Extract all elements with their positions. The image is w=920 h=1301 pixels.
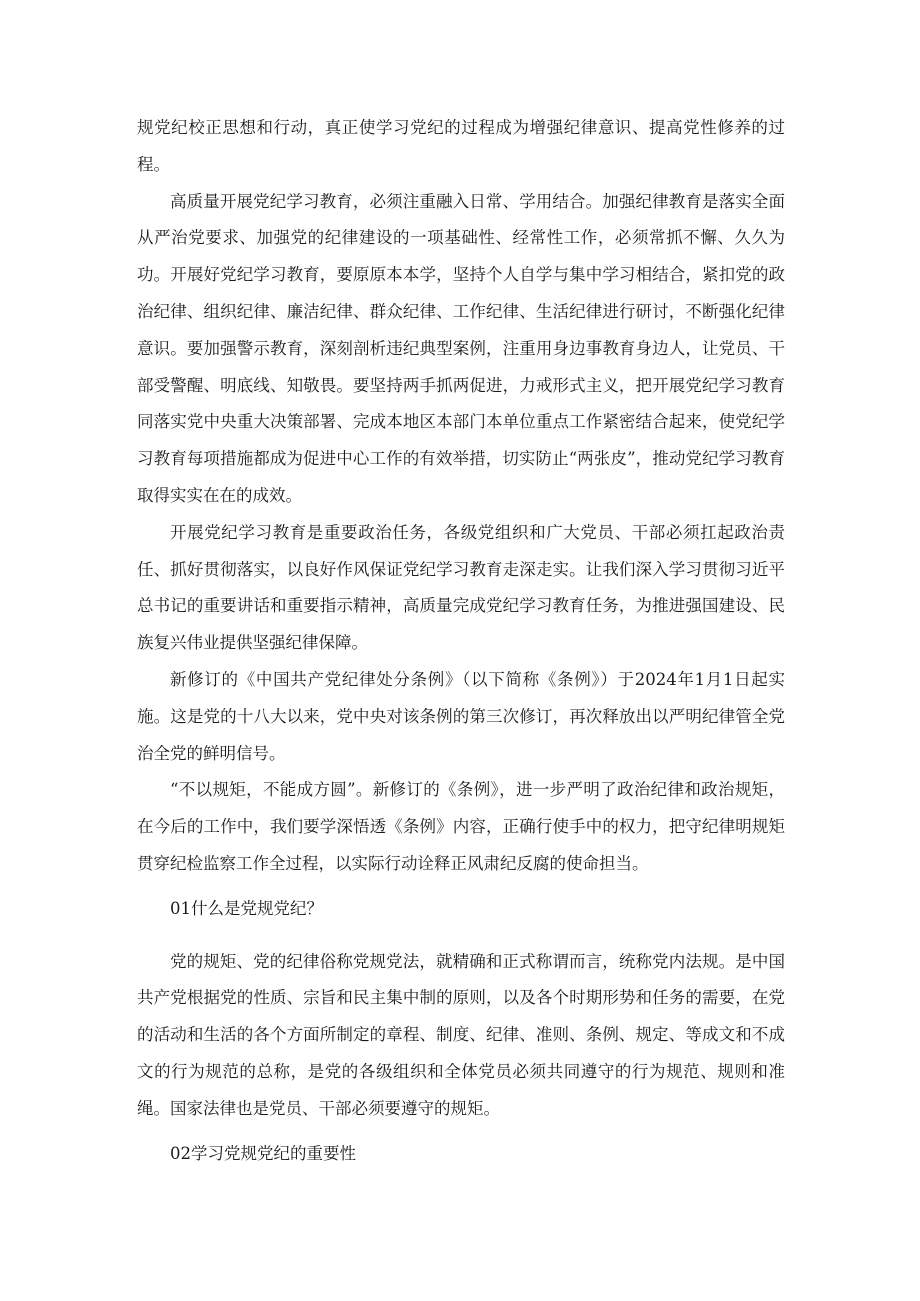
paragraph-continuation: 规党纪校正思想和行动，真正使学习党纪的过程成为增强纪律意识、提高党性修养的过程。 — [137, 118, 785, 174]
paragraph-definition: 党的规矩、党的纪律俗称党规党法，就精确和正式称谓而言，统称党内法规。是中国共产党根据党的性质、宗旨和民主集中制的原则，以及各个时期形势和任务的需要，在党的活动和生活的各个方面所制定的章程、制度、纪律、准则、条例、规定、等成文和不成文的行为规范的总称，是党的各级组织和全体党员必须共同遵守的行为规范、规则和准绳。国家法律也是党员、干部必须要遵守的规矩。 — [137, 951, 785, 1118]
section-heading-2: 02学习党规党纪的重要性 — [170, 1143, 356, 1163]
paragraph-rules-quote: “不以规矩，不能成方圆”。新修订的《条例》，进一步严明了政治纪律和政治规矩，在今后的工作中，我们要学深悟透《条例》内容，正确行使手中的权力，把守纪律明规矩贯穿纪检监察工作全过程，以实际行动诠释正风肃纪反腐的使命担当。 — [137, 780, 785, 873]
paragraph-political-task: 开展党纪学习教育是重要政治任务，各级党组织和广大党员、干部必须扛起政治责任、抓好贯彻落实，以良好作风保证党纪学习教育走深走实。让我们深入学习贯彻习近平总书记的重要讲话和重要指示精神，高质量完成党纪学习教育任务，为推进强国建设、民族复兴伟业提供坚强纪律保障。 — [137, 522, 785, 653]
section-heading-1: 01什么是党规党纪？ — [170, 898, 323, 918]
paragraph-daily-study: 高质量开展党纪学习教育，必须注重融入日常、学用结合。加强纪律教育是落实全面从严治党要求、加强党的纪律建设的一项基础性、经常性工作，必须常抓不懈、久久为功。开展好党纪学习教育，要原原本本学，坚持个人自学与集中学习相结合，紧扣党的政治纪律、组织纪律、廉洁纪律、群众纪律、工作纪律、生活纪律进行研讨，不断强化纪律意识。要加强警示教育，深刻剖析违纪典型案例，注重用身边事教育身边人，让党员、干部受警醒、明底线、知敬畏。要坚持两手抓两促进，力戒形式主义，把开展党纪学习教育同落实党中央重大决策部署、完成本地区本部门本单位重点工作紧密结合起来，使党纪学习教育每项措施都成为促进中心工作的有效举措，切实防止“两张皮”，推动党纪学习教育取得实实在在的成效。 — [137, 191, 785, 505]
paragraph-regulations-revision: 新修订的《中国共产党纪律处分条例》（以下简称《条例》）于2024年1月1日起实施。这是党的十八大以来，党中央对该条例的第三次修订，再次释放出以严明纪律管全党治全党的鲜明信号。 — [137, 669, 785, 763]
document-body — [137, 110, 785, 1188]
